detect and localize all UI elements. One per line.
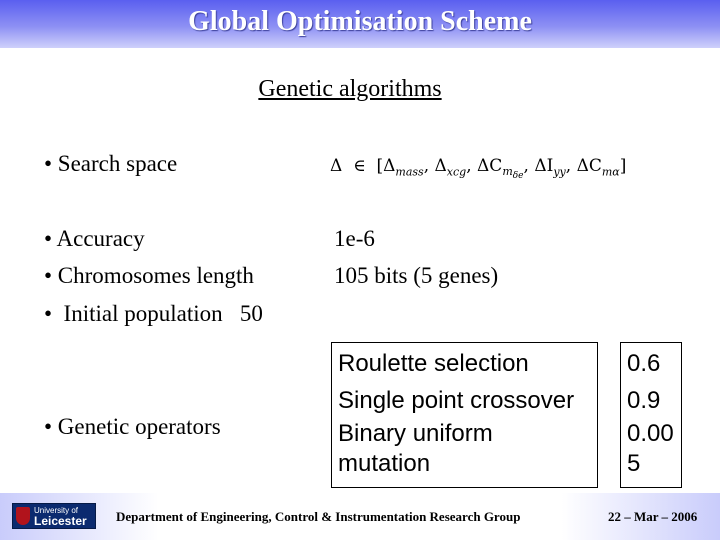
accuracy-value: 1e-6: [334, 226, 375, 251]
logo-wordmark: University of Leicester: [34, 506, 87, 528]
operator-value: 0.00: [627, 420, 674, 447]
formula-term: $\Delta_{mass}$: [383, 156, 424, 179]
initial-population-line: • Initial population 50: [44, 301, 263, 326]
footer-date: 22 – Mar – 2006: [608, 509, 698, 524]
operator-item: Binary uniform: [338, 420, 493, 447]
formula-close-bracket: ]: [619, 156, 627, 176]
slide-title: Global Optimisation Scheme: [188, 6, 532, 37]
university-logo: [12, 503, 96, 529]
footer-department: Department of Engineering, Control & Instrumentation Research Group: [116, 509, 521, 524]
operator-item: mutation: [338, 450, 431, 477]
operator-value: 5: [627, 450, 641, 477]
search-space-label: • Search space: [44, 151, 178, 176]
operator-value: 0.6: [627, 350, 661, 377]
accuracy-label: • Accuracy: [44, 226, 145, 251]
formula-open-bracket: [: [376, 156, 384, 176]
formula-term: $\Delta C_{m\alpha}$: [576, 156, 620, 179]
genetic-operators-label: • Genetic operators: [44, 414, 221, 439]
operator-item: Single point crossover: [338, 387, 575, 414]
formula-term: $\Delta C_{m_{\delta e}}$: [477, 156, 524, 182]
operator-value: 0.9: [627, 387, 661, 414]
operator-item: Roulette selection: [338, 350, 529, 377]
operator-values-box: [620, 342, 682, 488]
chromosome-length-label: • Chromosomes length: [44, 263, 254, 288]
formula-in: ∈: [353, 156, 366, 176]
formula-term: $\Delta I_{yy}$: [534, 156, 566, 179]
formula-term: $\Delta_{xcg}$: [434, 156, 467, 179]
crest-icon: [16, 507, 30, 525]
section-subtitle: Genetic algorithms: [258, 76, 442, 102]
search-space-formula: Δ ∈ [$\Delta_{mass}$, $\Delta_{xcg}$, $\Delta C_{m_{\delta e}}$, $\Delta I_{yy}$, $\Delta C_{m\alpha}$]: [330, 156, 627, 182]
chromosome-length-value: 105 bits (5 genes): [334, 263, 499, 288]
formula-lhs: Δ: [330, 156, 343, 176]
operators-box: [331, 342, 598, 488]
